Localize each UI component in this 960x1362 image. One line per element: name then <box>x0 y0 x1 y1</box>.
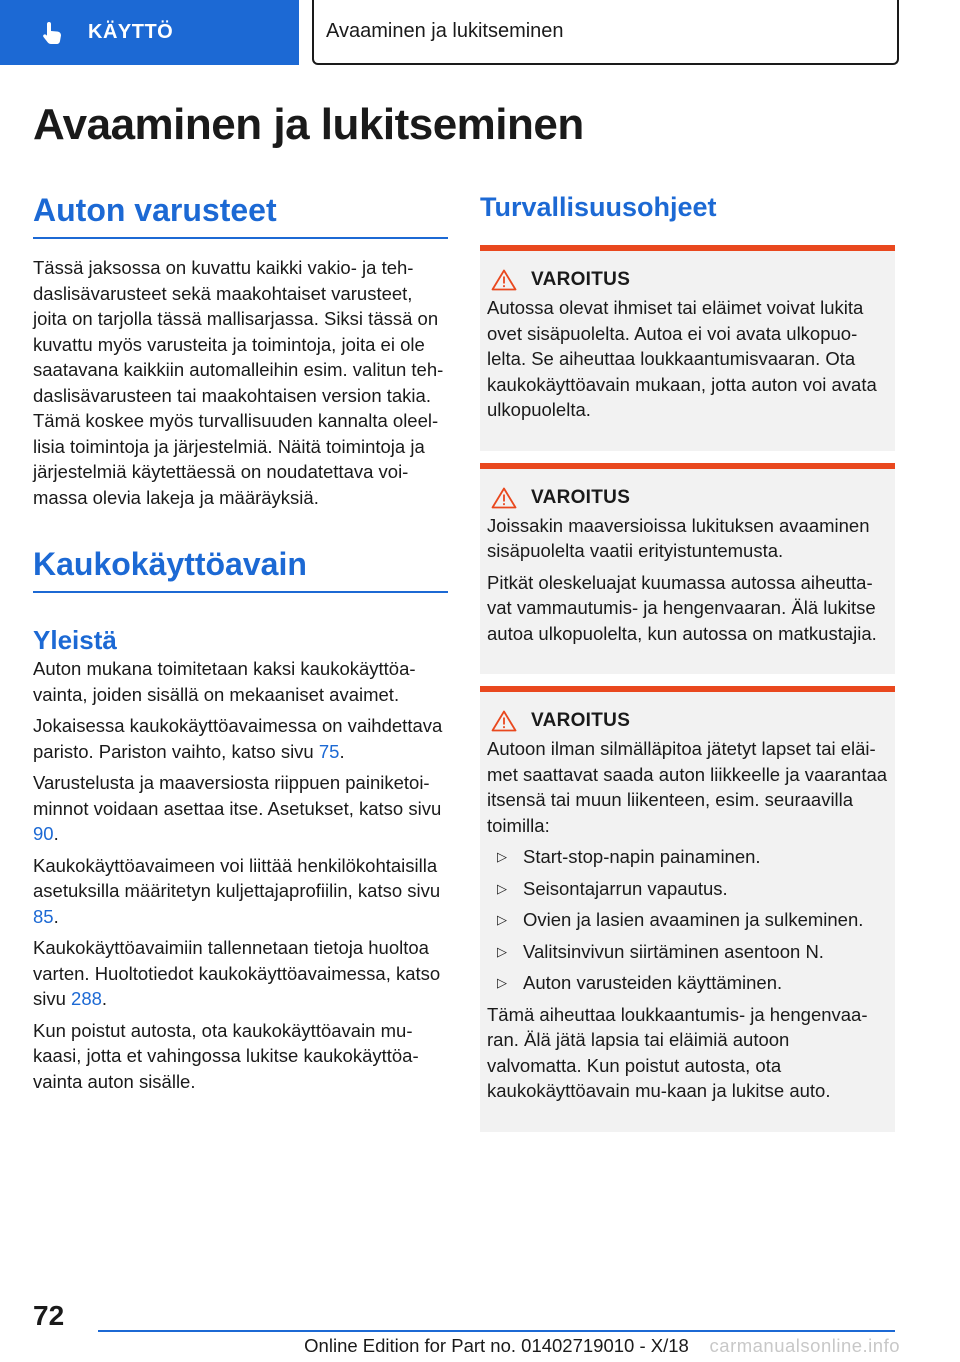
equipment-text: Tässä jaksossa on kuvattu kaikki vakio- ja teh-daslisävarusteet sekä maakohtaiset varusteet, joita on tarjolla tässä mallisarjassa. Siksi tässä on kuvattu myös varusteita ja toimintoja, joita ei ole saatavana kaikkiin automalleihin esim. valitun teh-daslisävarusteen tai maakohtaisen version takia. Tämä koskee myös turvallisuuden kannalta oleel-lisia toimintoja ja järjestelmiä. Näitä toimintoja ja järjestelmiä käytettäessä on noudatettava voi-massa olevia lakeja ja määräyksiä. <box>33 257 444 508</box>
list-item-text: Valitsinvivun siirtäminen asentoon N. <box>523 940 824 962</box>
edition-footer: Online Edition for Part no. 01402719010 - X/18 <box>304 1335 689 1356</box>
safety-heading: Turvallisuusohjeet <box>480 192 717 222</box>
page-link-288[interactable]: 288 <box>71 988 102 1009</box>
period: . <box>101 988 108 1009</box>
breadcrumb <box>312 0 899 65</box>
page-link-85[interactable]: 85 <box>33 905 54 927</box>
period: . <box>53 823 59 844</box>
warning-text: Autoon ilman silmälläpitoa jätetyt lapset tai eläi-met saattavat saada auton liikkeelle ja vaarantaa itsensä tai muun liikenteen, esim. seuraavilla toimilla: <box>487 738 888 836</box>
right-column <box>480 192 895 1144</box>
watermark: carmanualsonline.info <box>709 1335 900 1356</box>
paragraph-text: Kaukokäyttöavaimeen voi liittää henkilökohtaisilla asetuksilla määritetyn kuljettajaprofiilin, katso sivu <box>33 854 441 901</box>
triangle-bullet-icon: ▷ <box>497 912 507 927</box>
remote-key-heading: Kaukokäyttöavain <box>33 546 448 593</box>
triangle-bullet-icon: ▷ <box>497 943 507 959</box>
remote-key-paragraph <box>33 935 448 1012</box>
list-item <box>487 907 888 933</box>
left-column <box>33 192 448 1100</box>
list-item-text: Ovien ja lasien avaaminen ja sulkeminen. <box>523 909 864 930</box>
warning-text: Autossa olevat ihmiset tai eläimet voivat lukita ovet sisäpuolelta. Autoa ei voi avata ulkopuo-lelta. Se aiheuttaa loukkaantumisvaaran. Ota kaukokäyttöavain mukaan, jotta auton voi avata ulkopuolelta. <box>487 297 877 420</box>
paragraph-text: Jokaisessa kaukokäyttöavaimessa on vaihdettava paristo. Pariston vaihto, katso sivu <box>33 715 443 762</box>
section-label: KÄYTTÖ <box>88 21 174 43</box>
list-item <box>487 939 888 965</box>
page-link-90[interactable]: 90 <box>33 823 54 844</box>
hand-pointer-icon <box>40 20 66 46</box>
general-subheading: Yleistä <box>33 625 117 655</box>
warning-title: VAROITUS <box>531 486 631 508</box>
section-tab[interactable] <box>0 0 299 65</box>
remote-key-paragraph <box>33 770 448 847</box>
triangle-bullet-icon: ▷ <box>497 880 507 896</box>
warning-triangle-icon <box>491 487 517 509</box>
footer-divider <box>98 1330 895 1332</box>
list-item <box>487 844 888 870</box>
page-title: Avaaminen ja lukitseminen <box>33 100 584 149</box>
remote-key-paragraph: Auton mukana toimitetaan kaksi kaukokäyttöa-vainta, joiden sisällä on mekaaniset avaimet. <box>33 658 416 705</box>
equipment-heading: Auton varusteet <box>33 192 448 239</box>
warning-triangle-icon <box>491 269 517 291</box>
warning-box <box>480 686 895 1132</box>
remote-key-paragraph <box>33 853 448 930</box>
period: . <box>53 905 59 927</box>
list-item <box>487 970 888 996</box>
warning-text: Tämä aiheuttaa loukkaantumis- ja hengenvaa-ran. Älä jätä lapsia tai eläimiä autoon valvomatta. Kun poistut autosta, ota kaukokäyttöavain mu-kaan ja lukitse auto. <box>487 1003 868 1101</box>
page-number: 72 <box>33 1300 65 1331</box>
warning-text: Pitkät oleskeluajat kuumassa autossa aiheutta-vat vammautumis- ja hengenvaaran. Älä lukitse autoa ulkopuolelta, kun autossa on matkustajia. <box>487 571 877 644</box>
list-item-text: Auton varusteiden käyttäminen. <box>523 972 783 993</box>
list-item-text: Seisontajarrun vapautus. <box>523 877 728 899</box>
warning-bullet-list <box>487 844 888 996</box>
warning-title: VAROITUS <box>531 710 631 731</box>
triangle-bullet-icon: ▷ <box>497 975 507 990</box>
page-link-75[interactable]: 75 <box>318 740 340 762</box>
warning-text: Joissakin maaversioissa lukituksen avaaminen sisäpuolelta vaatii erityistuntemusta. <box>487 514 870 561</box>
remote-key-paragraph <box>33 713 448 764</box>
paragraph-text: Kaukokäyttöavaimiin tallennetaan tietoja huoltoa varten. Huoltotiedot kaukokäyttöavaimessa, katso sivu <box>33 937 441 1009</box>
paragraph-text: Varustelusta ja maaversiosta riippuen painiketoi-minnot voidaan asettaa itse. Asetukset, katso sivu <box>33 772 442 819</box>
remote-key-paragraph: Kun poistut autosta, ota kaukokäyttöavain mu-kaasi, jotta et vahingossa lukitse kaukokäyttöa-vainta auton sisälle. <box>33 1019 419 1092</box>
warning-triangle-icon <box>491 710 517 732</box>
warning-title: VAROITUS <box>531 269 631 290</box>
triangle-bullet-icon: ▷ <box>497 849 507 864</box>
list-item <box>487 876 888 902</box>
period: . <box>339 740 345 762</box>
warning-box <box>480 463 895 675</box>
breadcrumb-text: Avaaminen ja lukitseminen <box>326 20 564 42</box>
warning-box <box>480 245 895 451</box>
list-item-text: Start-stop-napin painaminen. <box>523 846 761 867</box>
